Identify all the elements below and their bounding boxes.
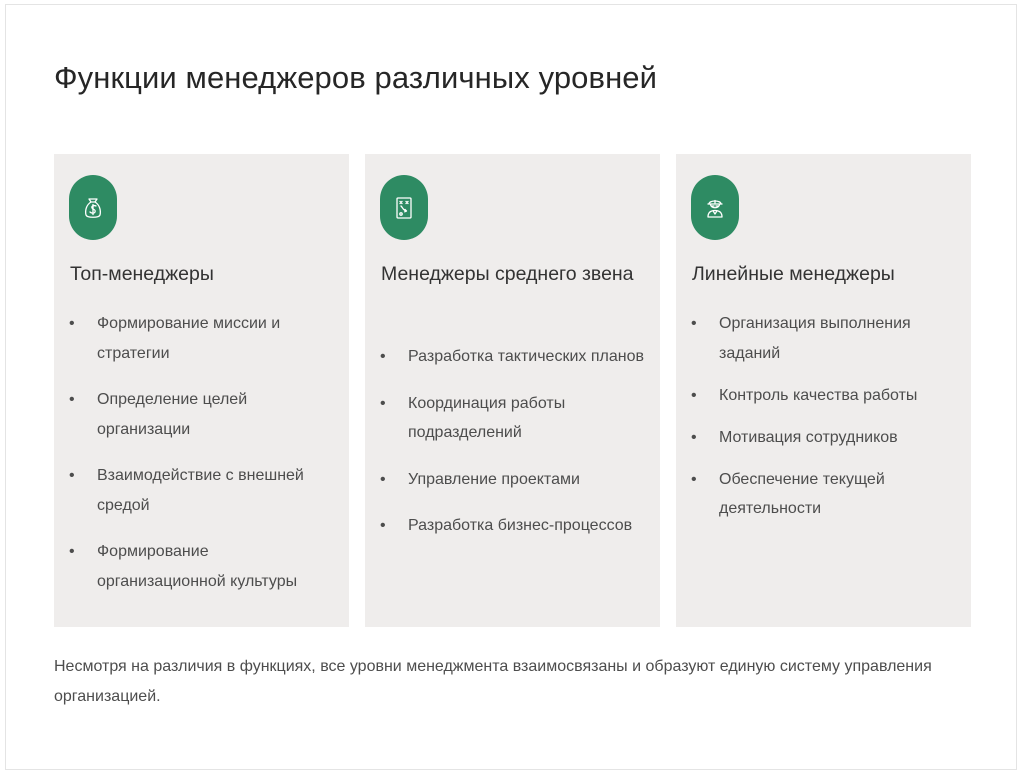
list-item-text: Разработка тактических планов [408, 348, 644, 365]
bullet-icon: • [69, 543, 75, 560]
bullet-icon: • [691, 386, 697, 404]
list-item [365, 389, 660, 448]
list-item-text: Разработка бизнес-процессов [408, 517, 633, 534]
bullet-icon: • [69, 467, 75, 484]
strategy-board-icon [380, 175, 428, 240]
card-line-managers [676, 154, 971, 627]
money-bag-icon [69, 175, 117, 240]
card-middle-managers [365, 154, 660, 627]
list-item-text: Контроль качества работы [719, 386, 918, 404]
worker-helmet-icon [691, 175, 739, 240]
list-item-text: Организация выполнения заданий [719, 315, 911, 362]
list-item [676, 309, 971, 368]
list-item-text: Взаимодействие с внешней средой [97, 467, 304, 514]
card-title: Линейные менеджеры [692, 263, 895, 285]
list-item [54, 461, 349, 520]
page-title: Функции менеджеров различных уровней [54, 60, 658, 95]
bullet-icon: • [380, 394, 386, 412]
list-item [54, 537, 349, 596]
bullet-icon: • [69, 391, 75, 408]
list-item-text: Формирование организационной культуры [97, 543, 298, 590]
list-item [676, 465, 971, 524]
bullet-icon: • [380, 517, 386, 534]
list-item [365, 465, 660, 495]
list-item [54, 385, 349, 444]
list-item-text: Определение целей организации [97, 391, 248, 438]
list-item-text: Формирование миссии и стратегии [97, 315, 281, 362]
footer-note: Несмотря на различия в функциях, все уровни менеджмента взаимосвязаны и образуют единую систему управления организацией. [54, 658, 932, 705]
list-item-text: Управление проектами [408, 470, 580, 488]
bullet-icon: • [69, 315, 75, 332]
bullet-icon: • [380, 348, 386, 365]
card-list [365, 342, 660, 558]
list-item [676, 381, 971, 411]
list-item [365, 511, 660, 541]
card-title: Менеджеры среднего звена [381, 263, 634, 285]
list-item [54, 309, 349, 368]
list-item [676, 423, 971, 453]
list-item-text: Обеспечение текущей деятельности [719, 470, 885, 517]
bullet-icon: • [380, 470, 386, 488]
bullet-icon: • [691, 315, 697, 332]
list-item-text: Мотивация сотрудников [719, 428, 898, 446]
bullet-icon: • [691, 470, 697, 488]
card-list [676, 309, 971, 536]
list-item [365, 342, 660, 372]
card-top-managers [54, 154, 349, 627]
bullet-icon: • [691, 428, 697, 446]
card-list [54, 309, 349, 613]
card-title: Топ-менеджеры [70, 263, 214, 285]
list-item-text: Координация работы подразделений [408, 394, 566, 441]
